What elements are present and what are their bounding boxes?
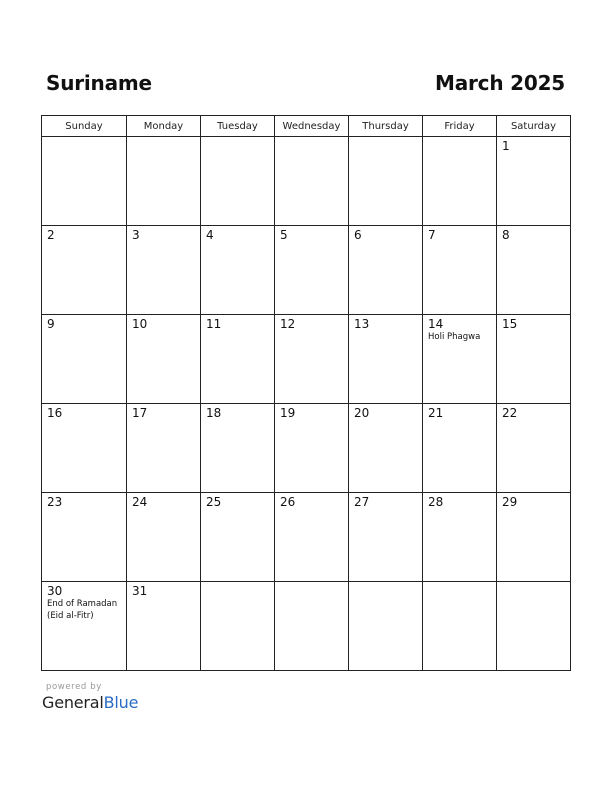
weekday-thursday: Thursday [349, 116, 423, 137]
day-cell [201, 493, 275, 582]
day-cell [127, 582, 201, 671]
day-cell [127, 493, 201, 582]
weekday-saturday: Saturday [497, 116, 571, 137]
generalblue-logo[interactable] [42, 693, 138, 712]
day-number: 15 [502, 317, 518, 331]
day-number: 3 [132, 228, 140, 242]
calendar-grid [41, 115, 571, 671]
day-cell [127, 315, 201, 404]
weekday-tuesday: Tuesday [201, 116, 275, 137]
day-cell [275, 404, 349, 493]
day-cell [201, 404, 275, 493]
day-number: 13 [354, 317, 370, 331]
day-cell [42, 226, 127, 315]
day-number: 5 [280, 228, 288, 242]
week-row [42, 226, 571, 315]
day-number: 26 [280, 495, 296, 509]
day-cell [42, 582, 127, 671]
week-row [42, 493, 571, 582]
empty-day-cell [423, 582, 497, 671]
holiday-label: Holi Phagwa [428, 332, 481, 342]
day-number: 28 [428, 495, 444, 509]
day-cell [42, 404, 127, 493]
day-cell [127, 226, 201, 315]
empty-day-cell [42, 137, 127, 226]
day-cell [42, 315, 127, 404]
brand-part-blue: Blue [103, 693, 139, 712]
week-row [42, 315, 571, 404]
empty-day-cell [349, 137, 423, 226]
day-cell [349, 315, 423, 404]
day-cell [497, 404, 571, 493]
day-cell [497, 226, 571, 315]
day-cell [275, 226, 349, 315]
empty-day-cell [349, 582, 423, 671]
day-number: 29 [502, 495, 518, 509]
country-title: Suriname [46, 71, 152, 95]
day-number: 6 [354, 228, 362, 242]
empty-day-cell [127, 137, 201, 226]
empty-day-cell [275, 582, 349, 671]
day-cell [275, 493, 349, 582]
day-number: 14 [428, 317, 444, 331]
day-number: 10 [132, 317, 148, 331]
week-row [42, 404, 571, 493]
day-number: 11 [206, 317, 222, 331]
day-cell [423, 315, 497, 404]
day-cell [423, 493, 497, 582]
day-number: 1 [502, 139, 510, 153]
day-cell [275, 315, 349, 404]
day-number: 23 [47, 495, 63, 509]
empty-day-cell [423, 137, 497, 226]
day-cell [423, 404, 497, 493]
day-cell [201, 226, 275, 315]
day-number: 21 [428, 406, 444, 420]
day-number: 25 [206, 495, 222, 509]
day-number: 4 [206, 228, 214, 242]
week-row [42, 582, 571, 671]
day-number: 17 [132, 406, 148, 420]
day-cell [497, 137, 571, 226]
weekday-friday: Friday [423, 116, 497, 137]
day-number: 31 [132, 584, 148, 598]
holiday-label: End of Ramadan (Eid al-Fitr) [47, 599, 118, 621]
empty-day-cell [201, 137, 275, 226]
day-cell [497, 493, 571, 582]
empty-day-cell [275, 137, 349, 226]
empty-day-cell [497, 582, 571, 671]
brand-part-general: General [42, 693, 104, 712]
day-number: 16 [47, 406, 63, 420]
day-number: 19 [280, 406, 296, 420]
day-number: 30 [47, 584, 63, 598]
powered-by-label: powered by [46, 682, 102, 692]
empty-day-cell [201, 582, 275, 671]
day-cell [201, 315, 275, 404]
day-number: 24 [132, 495, 148, 509]
weekday-monday: Monday [127, 116, 201, 137]
day-number: 27 [354, 495, 370, 509]
day-cell [497, 315, 571, 404]
day-cell [349, 493, 423, 582]
weekday-header-row [42, 116, 571, 137]
day-number: 22 [502, 406, 518, 420]
day-number: 9 [47, 317, 55, 331]
day-number: 12 [280, 317, 296, 331]
month-year-title: March 2025 [435, 71, 565, 95]
day-number: 18 [206, 406, 222, 420]
day-number: 8 [502, 228, 510, 242]
day-cell [349, 226, 423, 315]
day-number: 2 [47, 228, 55, 242]
weekday-wednesday: Wednesday [275, 116, 349, 137]
day-cell [423, 226, 497, 315]
day-cell [127, 404, 201, 493]
day-cell [349, 404, 423, 493]
day-number: 7 [428, 228, 436, 242]
day-number: 20 [354, 406, 370, 420]
weekday-sunday: Sunday [42, 116, 127, 137]
day-cell [42, 493, 127, 582]
week-row [42, 137, 571, 226]
